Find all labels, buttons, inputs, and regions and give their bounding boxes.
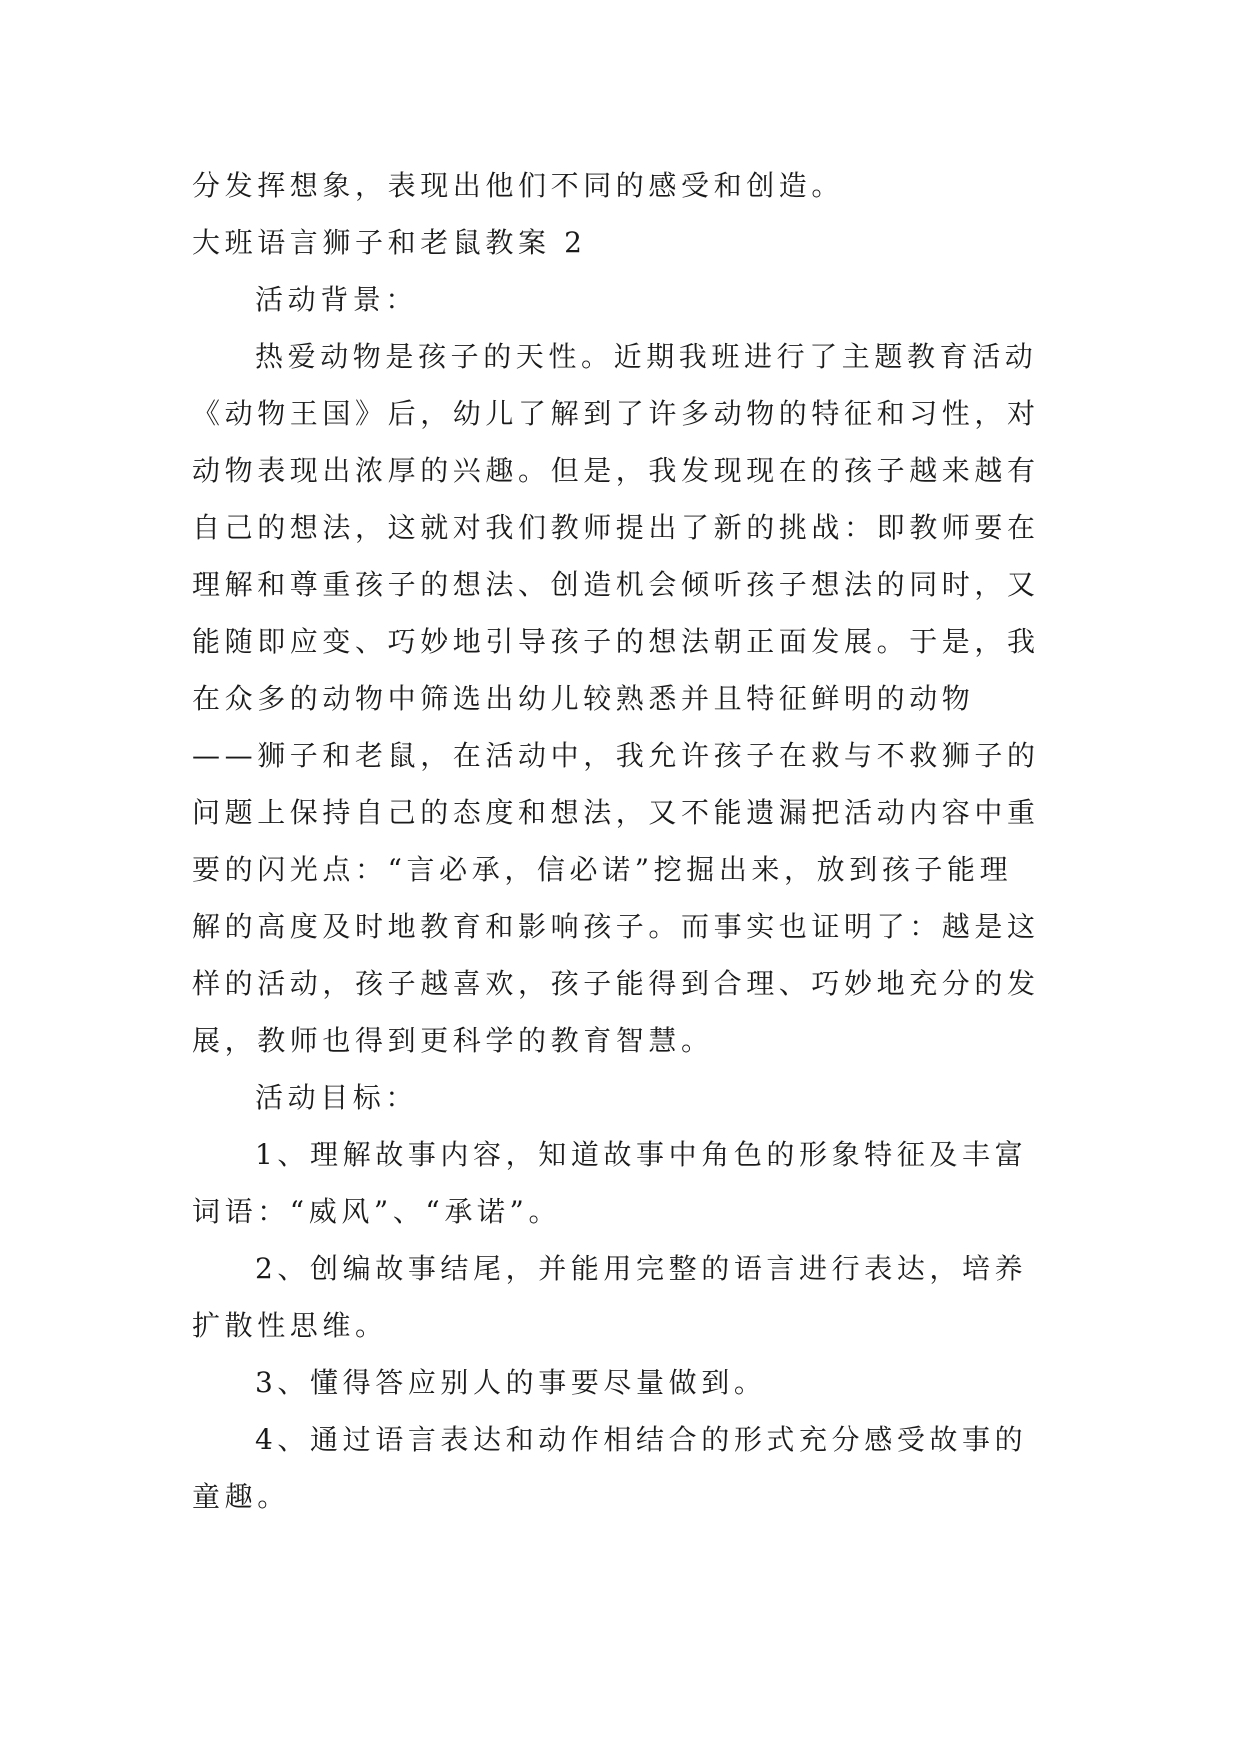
list-item-line: 4、通过语言表达和动作相结合的形式充分感受故事的	[255, 1423, 1028, 1456]
paragraph-line: 热爱动物是孩子的天性。近期我班进行了主题教育活动	[255, 340, 1038, 373]
paragraph-line: 《动物王国》后，幼儿了解到了许多动物的特征和习性，对	[192, 397, 1040, 430]
paragraph-line: 要的闪光点：“言必承，信必诺”挖掘出来，放到孩子能理	[192, 853, 1013, 886]
paragraph-line: 问题上保持自己的态度和想法，又不能遗漏把活动内容中重	[192, 796, 1040, 829]
section-label: 活动背景：	[255, 283, 419, 316]
list-item-line: 词语：“威风”、“承诺”。	[192, 1195, 562, 1228]
list-item-line: 童趣。	[192, 1480, 290, 1513]
document-body	[192, 157, 1050, 1525]
paragraph-line: 解的高度及时地教育和影响孩子。而事实也证明了：越是这	[192, 910, 1040, 943]
document-heading: 大班语言狮子和老鼠教案 2	[192, 226, 587, 259]
paragraph-line: 在众多的动物中筛选出幼儿较熟悉并且特征鲜明的动物	[192, 682, 975, 715]
paragraph-line: ——狮子和老鼠，在活动中，我允许孩子在救与不救狮子的	[192, 739, 1040, 772]
paragraph-line: 分发挥想象，表现出他们不同的感受和创造。	[192, 169, 845, 202]
list-item-line: 3、懂得答应别人的事要尽量做到。	[255, 1366, 767, 1399]
list-item-line: 2、创编故事结尾，并能用完整的语言进行表达，培养	[255, 1252, 1028, 1285]
list-item-line: 1、理解故事内容，知道故事中角色的形象特征及丰富	[255, 1138, 1028, 1171]
paragraph-line: 动物表现出浓厚的兴趣。但是，我发现现在的孩子越来越有	[192, 454, 1040, 487]
section-label: 活动目标：	[255, 1081, 419, 1114]
paragraph-line: 理解和尊重孩子的想法、创造机会倾听孩子想法的同时，又	[192, 568, 1040, 601]
list-item-line: 扩散性思维。	[192, 1309, 388, 1342]
paragraph-line: 自己的想法，这就对我们教师提出了新的挑战：即教师要在	[192, 511, 1040, 544]
paragraph-line: 样的活动，孩子越喜欢，孩子能得到合理、巧妙地充分的发	[192, 967, 1040, 1000]
paragraph-line: 展，教师也得到更科学的教育智慧。	[192, 1024, 714, 1057]
paragraph-line: 能随即应变、巧妙地引导孩子的想法朝正面发展。于是，我	[192, 625, 1040, 658]
